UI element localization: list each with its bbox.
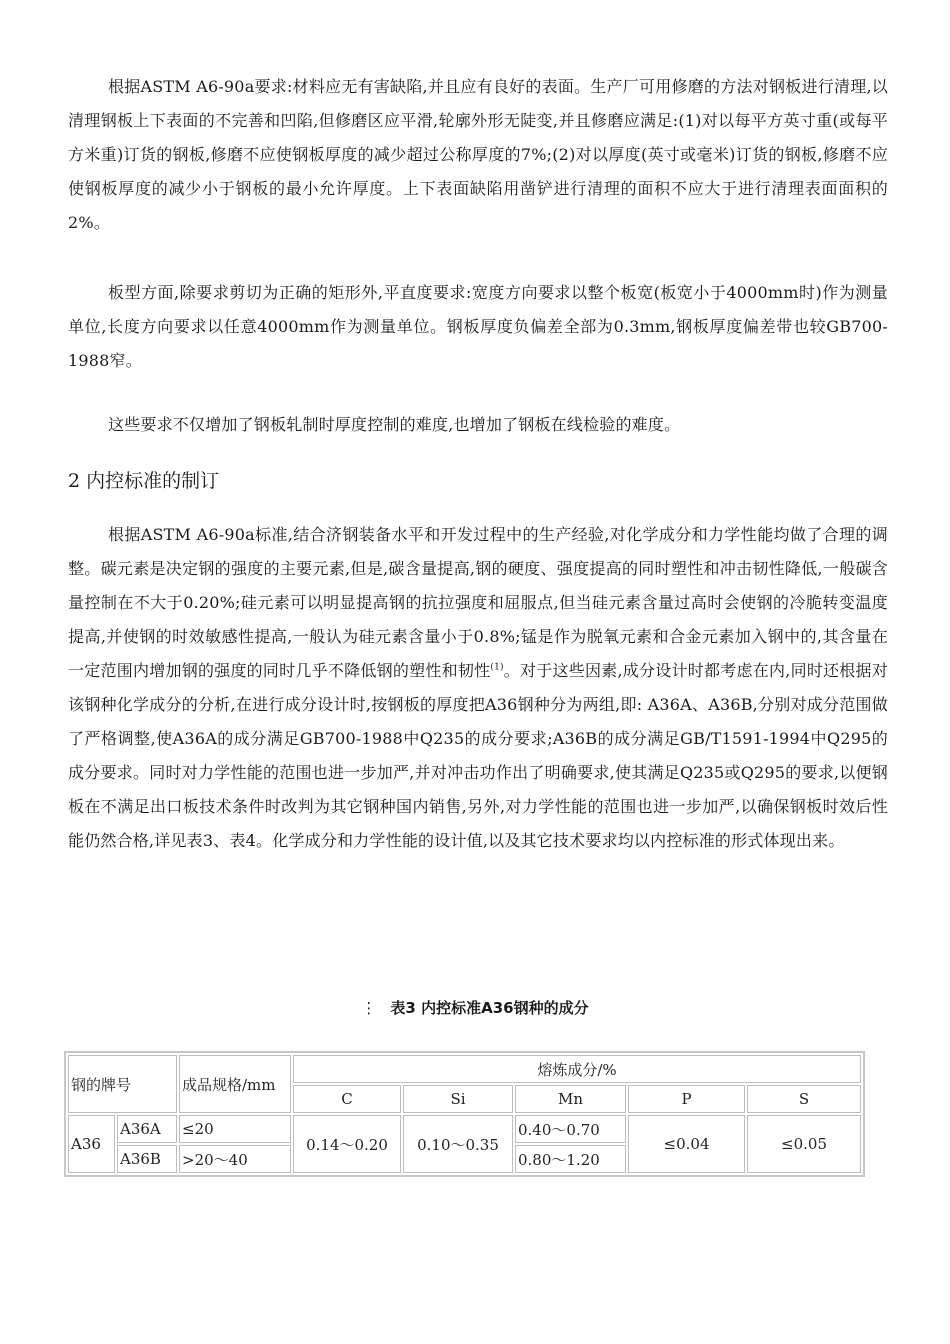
cell-p-limit: ≤0.04 xyxy=(628,1115,745,1173)
cell-spec: ≤20 xyxy=(179,1115,291,1143)
cell-si-range: 0.10～0.35 xyxy=(403,1115,513,1173)
cell-c-range: 0.14～0.20 xyxy=(293,1115,401,1173)
cell-sub-grade: A36B xyxy=(117,1145,177,1173)
caption-mark: ⋮ xyxy=(361,999,377,1017)
table-caption xyxy=(0,994,950,1022)
cell-mn-range: 0.80～1.20 xyxy=(515,1145,626,1173)
composition-table xyxy=(66,1053,863,1175)
paragraph-text-part2: 。对于这些因素,成分设计时都考虑在内,同时还根据对该钢种化学成分的分析,在进行成分设计时,按钢板的厚度把A36钢种分为两组,即: A36A、A36B,分别对成分范围做了严格调整,使A36A的成分满足GB700-1988中Q235的成分要求;A36B的成分满足GB/T1591-1994中Q295的成分要求。同时对力学性能的范围也进一步加严,并对冲击功作出了明确要求,使其满足Q235或Q295的要求,以便钢板在不满足出口板技术条件时改判为其它钢种国内销售,另外,对力学性能的范围也进一步加严,以确保钢板时效后性能仍然合格,详见表3、表4。化学成分和力学性能的设计值,以及其它技术要求均以内控标准的形式体现出来。 xyxy=(68,661,888,850)
paragraph-plate-shape: 板型方面,除要求剪切为正确的矩形外,平直度要求:宽度方向要求以整个板宽(板宽小于4000mm时)作为测量单位,长度方向要求以任意4000mm作为测量单位。钢板厚度负偏差全部为0.3mm,钢板厚度偏差带也较GB700-1988窄。 xyxy=(68,283,888,370)
header-grade: 钢的牌号 xyxy=(68,1055,177,1113)
cell-spec: >20～40 xyxy=(179,1145,291,1173)
section-heading: 2 内控标准的制订 xyxy=(68,470,220,492)
header-element-p: P xyxy=(628,1085,745,1113)
cell-steel-grade: A36 xyxy=(68,1115,115,1173)
header-element-s: S xyxy=(747,1085,861,1113)
header-spec: 成品规格/mm xyxy=(179,1055,291,1113)
header-composition: 熔炼成分/% xyxy=(293,1055,861,1083)
cell-s-limit: ≤0.05 xyxy=(747,1115,861,1173)
composition-table-frame xyxy=(64,1051,865,1177)
paragraph-difficulty: 这些要求不仅增加了钢板轧制时厚度控制的难度,也增加了钢板在线检验的难度。 xyxy=(108,415,681,434)
paragraph-surface-requirements: 根据ASTM A6-90a要求:材料应无有害缺陷,并且应有良好的表面。生产厂可用修磨的方法对钢板进行清理,以清理钢板上下表面的不完善和凹陷,但修磨区应平滑,轮廓外形无陡变,并且修磨应满足:(1)对以每平方英寸重(或每平方米重)订货的钢板,修磨不应使钢板厚度的减少超过公称厚度的7%;(2)对以厚度(英寸或毫米)订货的钢板,修磨不应使钢板厚度的减少小于钢板的最小允许厚度。上下表面缺陷用凿铲进行清理的面积不应大于进行清理表面面积的2%。 xyxy=(68,77,888,232)
reference-marker: (1) xyxy=(490,662,504,673)
header-element-mn: Mn xyxy=(515,1085,626,1113)
cell-mn-range: 0.40～0.70 xyxy=(515,1115,626,1143)
table-row xyxy=(68,1115,861,1143)
cell-sub-grade: A36A xyxy=(117,1115,177,1143)
header-element-si: Si xyxy=(403,1085,513,1113)
caption-text: 表3 内控标准A36钢种的成分 xyxy=(390,999,589,1017)
paragraph-text-part1: 根据ASTM A6-90a标准,结合济钢装备水平和开发过程中的生产经验,对化学成分和力学性能均做了合理的调整。碳元素是决定钢的强度的主要元素,但是,碳含量提高,钢的硬度、强度提高的同时塑性和冲击韧性降低,一般碳含量控制在不大于0.20%;硅元素可以明显提高钢的抗拉强度和屈服点,但当硅元素含量过高时会使钢的冷脆转变温度提高,并使钢的时效敏感性提高,一般认为硅元素含量小于0.8%;锰是作为脱氧元素和合金元素加入钢中的,其含量在一定范围内增加钢的强度的同时几乎不降低钢的塑性和韧性 xyxy=(68,525,888,680)
table-header-row xyxy=(68,1055,861,1083)
header-element-c: C xyxy=(293,1085,401,1113)
paragraph-internal-standard xyxy=(68,518,888,858)
